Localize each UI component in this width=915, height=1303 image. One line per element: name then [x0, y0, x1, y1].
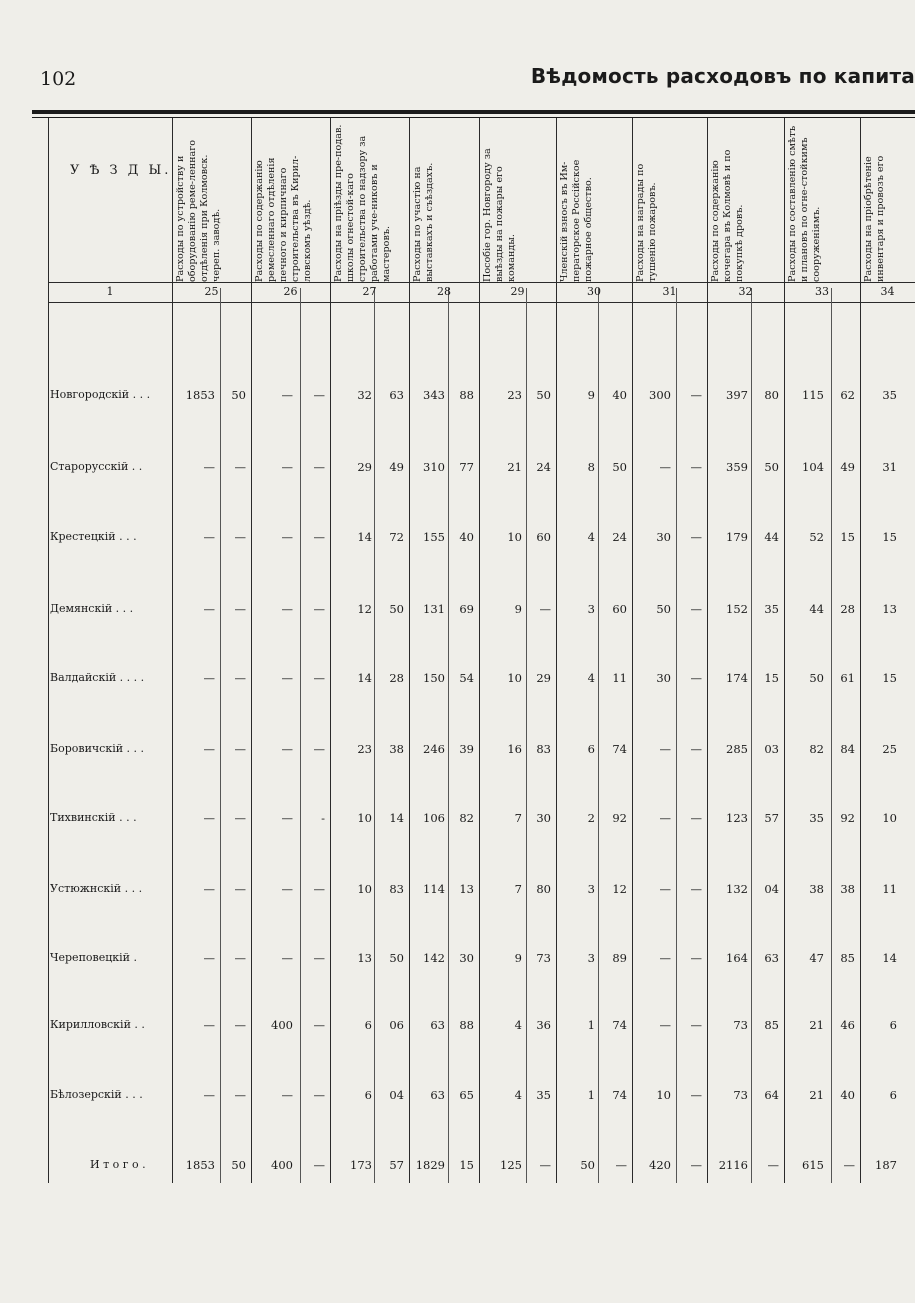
column-header: Расходы по содержанію ремесленнаго отдѣленія печного и кирпичнаго строительства въ Кирил-ловскомъ уѣздѣ. — [254, 155, 313, 282]
table-cell: 400 — [271, 1158, 293, 1172]
table-cell: 83 — [389, 882, 404, 896]
table-cell: 35 — [536, 1088, 551, 1102]
column-number: 33 — [815, 285, 829, 298]
table-cell: 82 — [809, 742, 824, 756]
table-cell: 32 — [357, 388, 372, 402]
table-cell: 123 — [726, 811, 748, 825]
column-header: Расходы по участію на выставкахъ и съѣздахъ. — [412, 162, 435, 282]
table-cell: 50 — [656, 602, 671, 616]
table-cell: 36 — [536, 1018, 551, 1032]
table-cell: — — [281, 951, 293, 965]
kopeck-divider-line — [831, 288, 832, 1183]
table-cell: 28 — [840, 602, 855, 616]
district-name: Бѣлозерскій . . . — [50, 1088, 143, 1101]
table-cell: — — [313, 671, 325, 685]
district-name: Кирилловскій . . — [50, 1018, 145, 1031]
column-line — [48, 118, 49, 1183]
table-cell: — — [690, 530, 702, 544]
table-cell: — — [659, 460, 671, 474]
table-cell: 1 — [587, 1088, 595, 1102]
table-cell: 92 — [840, 811, 855, 825]
table-cell: 4 — [514, 1088, 522, 1102]
table-cell: 174 — [726, 671, 748, 685]
column-header: Пособіе гор. Новгороду за выѣзды на пожары его команды. — [482, 148, 517, 282]
table-cell: 73 — [733, 1018, 748, 1032]
table-cell: 7 — [514, 811, 522, 825]
table-cell: 4 — [587, 530, 595, 544]
table-cell: — — [313, 1088, 325, 1102]
table-cell: 24 — [536, 460, 551, 474]
table-cell: 10 — [656, 1088, 671, 1102]
table-cell: 50 — [536, 388, 551, 402]
table-cell: — — [281, 602, 293, 616]
table-cell: 12 — [357, 602, 372, 616]
table-cell: — — [313, 951, 325, 965]
table-cell: — — [690, 388, 702, 402]
table-cell: 89 — [612, 951, 627, 965]
column-number: 31 — [662, 285, 677, 298]
table-cell: 38 — [809, 882, 824, 896]
column-number: 29 — [510, 285, 525, 298]
table-cell: — — [234, 1018, 246, 1032]
table-cell: 142 — [423, 951, 445, 965]
table-cell: 14 — [882, 951, 897, 965]
table-cell: — — [313, 1018, 325, 1032]
table-cell: 62 — [840, 388, 855, 402]
table-cell: 64 — [764, 1088, 779, 1102]
table-cell: — — [690, 460, 702, 474]
table-cell: 10 — [882, 811, 897, 825]
table-cell: 2 — [587, 811, 595, 825]
table-cell: 6 — [889, 1088, 897, 1102]
table-cell: 6 — [587, 742, 595, 756]
table-cell: 50 — [580, 1158, 595, 1172]
table-cell: 73 — [733, 1088, 748, 1102]
table-cell: 29 — [536, 671, 551, 685]
kopeck-divider-line — [676, 288, 677, 1183]
table-cell: — — [313, 1158, 325, 1172]
table-cell: — — [234, 1088, 246, 1102]
table-cell: 246 — [423, 742, 445, 756]
table-cell: 65 — [459, 1088, 474, 1102]
table-cell: 50 — [389, 951, 404, 965]
table-cell: 1 — [587, 1018, 595, 1032]
table-cell: — — [843, 1158, 855, 1172]
table-cell: 72 — [389, 530, 404, 544]
table-cell: 84 — [840, 742, 855, 756]
table-cell: 49 — [840, 460, 855, 474]
table-cell: 85 — [764, 1018, 779, 1032]
table-cell: 9 — [587, 388, 595, 402]
table-cell: 397 — [726, 388, 748, 402]
table-cell: — — [659, 951, 671, 965]
table-cell: 14 — [389, 811, 404, 825]
column-header: Расходы по содержанію кочегара въ Колмовѣ и по покупкѣ дровъ. — [710, 149, 745, 282]
table-cell: 11 — [882, 882, 897, 896]
table-cell: 343 — [423, 388, 445, 402]
kopeck-divider-line — [751, 288, 752, 1183]
table-cell: — — [281, 811, 293, 825]
column-number: 27 — [362, 285, 377, 298]
table-cell: 25 — [882, 742, 897, 756]
table-cell: 74 — [612, 1018, 627, 1032]
table-cell: 1853 — [185, 1158, 215, 1172]
table-cell: 187 — [875, 1158, 897, 1172]
table-cell: 63 — [430, 1018, 445, 1032]
table-cell: 15 — [764, 671, 779, 685]
table-cell: 40 — [840, 1088, 855, 1102]
header-rule-thick — [32, 110, 915, 114]
table-cell: 50 — [231, 388, 246, 402]
table-cell: — — [690, 602, 702, 616]
table-cell: 73 — [536, 951, 551, 965]
table-cell: 80 — [764, 388, 779, 402]
table-cell: — — [203, 602, 215, 616]
district-name: Тихвинскій . . . — [50, 811, 137, 824]
table-cell: — — [203, 530, 215, 544]
table-cell: 300 — [649, 388, 671, 402]
table-cell: 57 — [764, 811, 779, 825]
table-cell: 1829 — [415, 1158, 445, 1172]
table-cell: 310 — [423, 460, 445, 474]
table-cell: 285 — [726, 742, 748, 756]
table-cell: 6 — [364, 1088, 372, 1102]
table-cell: — — [203, 1088, 215, 1102]
table-cell: 50 — [764, 460, 779, 474]
table-cell: 10 — [507, 530, 522, 544]
table-cell: 15 — [459, 1158, 474, 1172]
kopeck-divider-line — [300, 288, 301, 1183]
table-cell: 30 — [459, 951, 474, 965]
table-cell: — — [234, 460, 246, 474]
table-cell: 150 — [423, 671, 445, 685]
table-cell: — — [659, 811, 671, 825]
page-number: 102 — [40, 68, 77, 90]
table-cell: 47 — [809, 951, 824, 965]
table-cell: 14 — [357, 530, 372, 544]
table-cell: 85 — [840, 951, 855, 965]
table-cell: 52 — [809, 530, 824, 544]
table-cell: 49 — [389, 460, 404, 474]
column-number: 30 — [587, 285, 601, 298]
kopeck-divider-line — [526, 288, 527, 1183]
table-cell: — — [690, 882, 702, 896]
table-cell: 10 — [507, 671, 522, 685]
table-cell: 88 — [459, 1018, 474, 1032]
table-cell: — — [690, 1088, 702, 1102]
table-cell: 13 — [357, 951, 372, 965]
table-cell: — — [281, 882, 293, 896]
table-cell: 35 — [809, 811, 824, 825]
column-number: 1 — [106, 285, 114, 298]
table-cell: 115 — [802, 388, 824, 402]
table-cell: 63 — [430, 1088, 445, 1102]
district-name: И т о г о . — [90, 1158, 146, 1171]
table-cell: 8 — [587, 460, 595, 474]
table-cell: — — [281, 460, 293, 474]
table-cell: — — [281, 388, 293, 402]
table-cell: — — [281, 671, 293, 685]
table-cell: 35 — [882, 388, 897, 402]
column-header: Расходы на награды по тушенію пожаровъ. — [635, 163, 658, 282]
table-cell: 21 — [809, 1088, 824, 1102]
table-cell: 2116 — [718, 1158, 748, 1172]
table-cell: — — [313, 602, 325, 616]
column-number: 26 — [283, 285, 298, 298]
table-cell: 10 — [357, 811, 372, 825]
table-cell: 35 — [764, 602, 779, 616]
table-cell: — — [281, 742, 293, 756]
column-header: Членскій взносъ въ Им-ператорское Россійское пожарное общество. — [559, 159, 594, 282]
table-cell: 69 — [459, 602, 474, 616]
table-cell: 60 — [612, 602, 627, 616]
table-cell: — — [203, 742, 215, 756]
table-cell: 179 — [726, 530, 748, 544]
table-cell: 104 — [802, 460, 824, 474]
column-number: 32 — [738, 285, 753, 298]
table-cell: 1853 — [185, 388, 215, 402]
table-cell: — — [313, 530, 325, 544]
column-header: Расходы по составленію смѣтъ и плановъ по огне-стойкимъ сооруженіямъ. — [787, 125, 822, 282]
table-cell: 14 — [357, 671, 372, 685]
column-number: 25 — [204, 285, 219, 298]
table-cell: — — [203, 460, 215, 474]
table-cell: 125 — [500, 1158, 522, 1172]
district-name: Боровичскій . . . — [50, 742, 145, 755]
table-cell: 21 — [507, 460, 522, 474]
table-cell: 63 — [389, 388, 404, 402]
table-cell: 63 — [764, 951, 779, 965]
table-cell: 9 — [514, 602, 522, 616]
table-cell: 44 — [809, 602, 824, 616]
table-cell: 15 — [882, 530, 897, 544]
table-cell: — — [539, 1158, 551, 1172]
table-cell: 4 — [587, 671, 595, 685]
table-cell: 400 — [271, 1018, 293, 1032]
table-cell: 23 — [507, 388, 522, 402]
table-cell: 615 — [802, 1158, 824, 1172]
table-cell: 132 — [726, 882, 748, 896]
table-cell: 4 — [514, 1018, 522, 1032]
table-cell: 39 — [459, 742, 474, 756]
table-cell: — — [234, 811, 246, 825]
table-cell: — — [234, 530, 246, 544]
table-cell: — — [690, 671, 702, 685]
table-cell: 21 — [809, 1018, 824, 1032]
table-cell: 40 — [459, 530, 474, 544]
district-column-header: У Ѣ З Д Ы. — [70, 163, 172, 178]
table-cell: 30 — [536, 811, 551, 825]
table-cell: 92 — [612, 811, 627, 825]
table-cell: — — [313, 882, 325, 896]
table-cell: 11 — [612, 671, 627, 685]
table-cell: 40 — [612, 388, 627, 402]
table-cell: — — [234, 602, 246, 616]
district-name: Новгородскій . . . — [50, 388, 151, 401]
kopeck-divider-line — [220, 288, 221, 1183]
table-cell: 15 — [882, 671, 897, 685]
table-cell: 164 — [726, 951, 748, 965]
table-cell: 50 — [612, 460, 627, 474]
table-cell: 74 — [612, 742, 627, 756]
table-cell: — — [313, 742, 325, 756]
district-name: Валдайскій . . . . — [50, 671, 145, 684]
table-cell: 152 — [726, 602, 748, 616]
table-cell: 04 — [389, 1088, 404, 1102]
table-cell: 38 — [840, 882, 855, 896]
table-cell: 80 — [536, 882, 551, 896]
table-cell: 06 — [389, 1018, 404, 1032]
table-cell: 13 — [459, 882, 474, 896]
table-cell: 74 — [612, 1088, 627, 1102]
kopeck-divider-line — [374, 288, 375, 1183]
table-cell: — — [203, 1018, 215, 1032]
table-cell: 77 — [459, 460, 474, 474]
table-cell: 61 — [840, 671, 855, 685]
table-cell: 23 — [357, 742, 372, 756]
district-name: Череповецкій . — [50, 951, 138, 964]
column-header: Расходы по устройству и оборудованію реме-леннаго отдѣленія при Колмовск. череп. заводѣ. — [175, 139, 222, 282]
table-cell: 54 — [459, 671, 474, 685]
table-cell: — — [659, 882, 671, 896]
table-cell: 173 — [350, 1158, 372, 1172]
column-number: 28 — [437, 285, 451, 298]
district-name: Демянскій . . . — [50, 602, 134, 615]
column-header: Расходы на пріѣзды пре-подав. школы огнестой-каго строительства по надзору за работами уче-никовъ и мастеровъ. — [333, 124, 392, 282]
table-cell: 88 — [459, 388, 474, 402]
table-cell: 12 — [612, 882, 627, 896]
table-cell: 114 — [423, 882, 445, 896]
table-cell: — — [234, 742, 246, 756]
table-cell: 3 — [587, 882, 595, 896]
table-cell: — — [690, 1158, 702, 1172]
table-cell: 04 — [764, 882, 779, 896]
table-cell: 83 — [536, 742, 551, 756]
table-cell: 46 — [840, 1018, 855, 1032]
table-cell: — — [539, 602, 551, 616]
table-cell: 6 — [364, 1018, 372, 1032]
table-cell: 24 — [612, 530, 627, 544]
table-cell: — — [313, 460, 325, 474]
table-cell: 106 — [423, 811, 445, 825]
table-cell: 15 — [840, 530, 855, 544]
table-cell: — — [690, 742, 702, 756]
table-cell: 155 — [423, 530, 445, 544]
table-cell: 30 — [656, 671, 671, 685]
table-cell: 9 — [514, 951, 522, 965]
table-cell: — — [234, 671, 246, 685]
table-cell: 31 — [882, 460, 897, 474]
table-cell: 38 — [389, 742, 404, 756]
table-cell: — — [281, 530, 293, 544]
table-cell: 13 — [882, 602, 897, 616]
column-header: Расходы на пріобрѣтеніе инвентаря и провозъ его — [863, 155, 886, 282]
table-cell: — — [313, 388, 325, 402]
table-cell: 03 — [764, 742, 779, 756]
kopeck-divider-line — [598, 288, 599, 1183]
table-cell: 6 — [889, 1018, 897, 1032]
table-cell: — — [281, 1088, 293, 1102]
table-cell: 29 — [357, 460, 372, 474]
table-cell: — — [203, 882, 215, 896]
table-cell: 16 — [507, 742, 522, 756]
table-cell: — — [690, 1018, 702, 1032]
table-cell: 28 — [389, 671, 404, 685]
district-name: Крестецкій . . . — [50, 530, 137, 543]
district-name: Устюжнскій . . . — [50, 882, 143, 895]
table-cell: 420 — [649, 1158, 671, 1172]
table-cell: 50 — [389, 602, 404, 616]
table-cell: — — [203, 671, 215, 685]
column-number: 34 — [880, 285, 895, 298]
table-cell: 44 — [764, 530, 779, 544]
table-cell: — — [234, 882, 246, 896]
table-cell: — — [203, 951, 215, 965]
page-title: Вѣдомость расходовъ по капита — [530, 64, 915, 88]
table-cell: — — [659, 1018, 671, 1032]
table-cell: — — [767, 1158, 779, 1172]
table-cell: 30 — [656, 530, 671, 544]
table-cell: 131 — [423, 602, 445, 616]
expense-table — [48, 118, 915, 1183]
table-cell: 50 — [809, 671, 824, 685]
district-name: Старорусскій . . — [50, 460, 143, 473]
table-cell: 60 — [536, 530, 551, 544]
table-cell: — — [690, 951, 702, 965]
table-cell: — — [615, 1158, 627, 1172]
table-cell: — — [203, 811, 215, 825]
table-cell: 82 — [459, 811, 474, 825]
table-cell: 3 — [587, 951, 595, 965]
table-cell: 3 — [587, 602, 595, 616]
table-cell: — — [659, 742, 671, 756]
table-cell: 359 — [726, 460, 748, 474]
table-cell: 10 — [357, 882, 372, 896]
table-cell: — — [690, 811, 702, 825]
kopeck-divider-line — [448, 288, 449, 1183]
table-cell: — — [234, 951, 246, 965]
table-cell: 7 — [514, 882, 522, 896]
table-cell: 57 — [389, 1158, 404, 1172]
table-cell: 50 — [231, 1158, 246, 1172]
table-cell: - — [321, 811, 325, 825]
